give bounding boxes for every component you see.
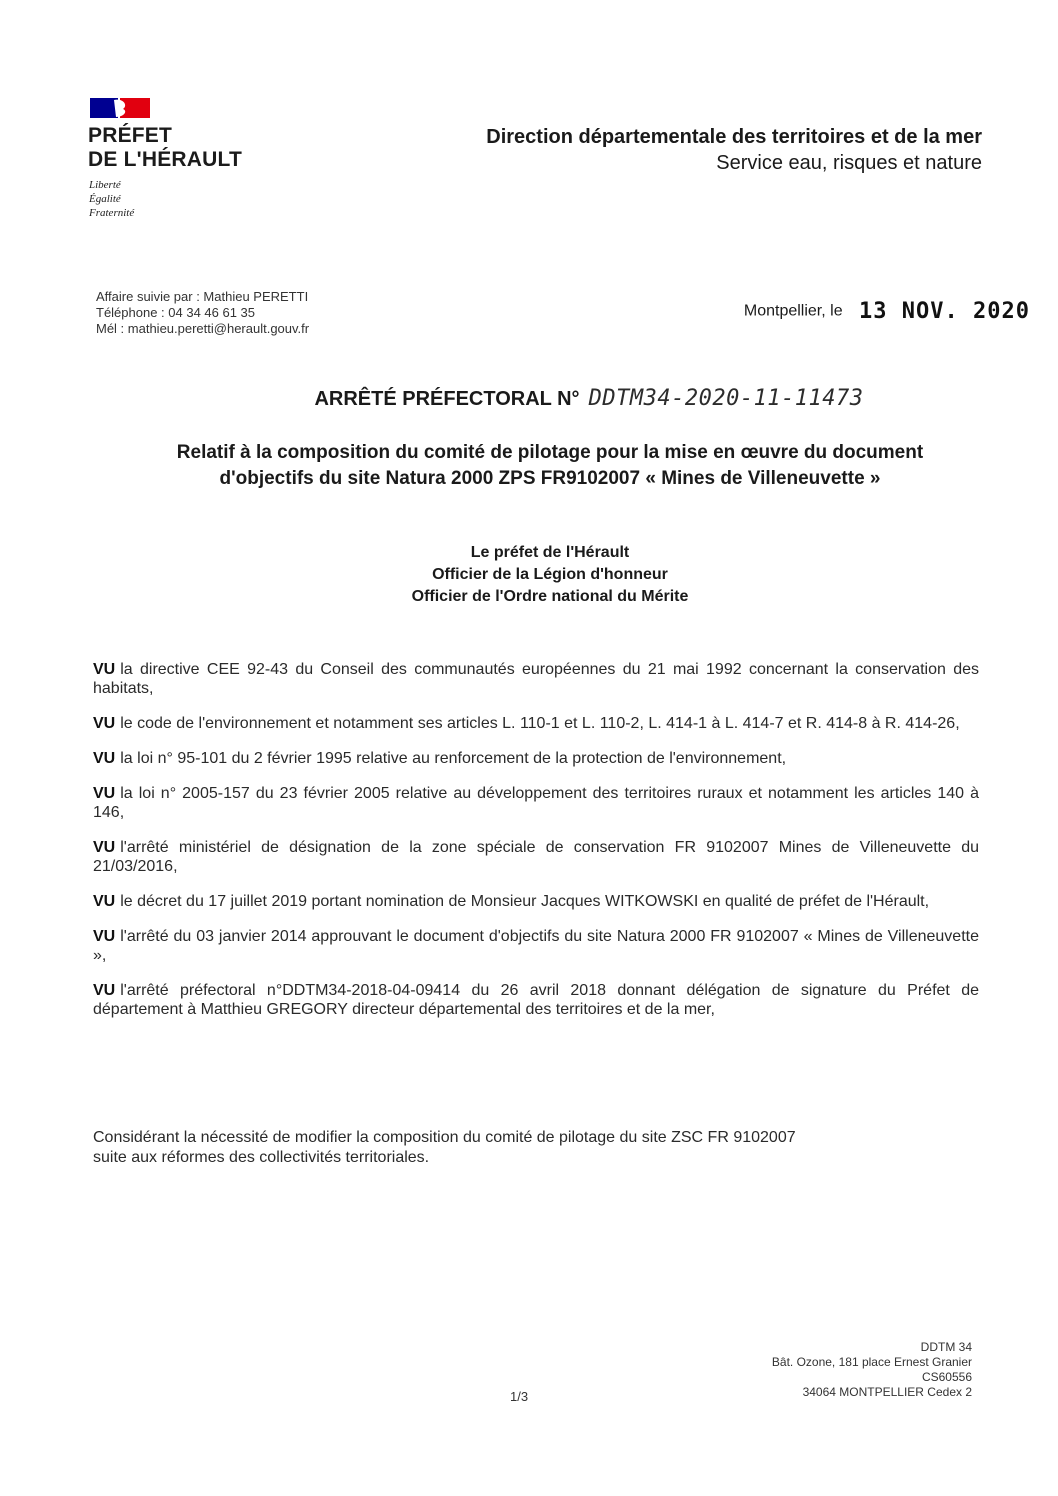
- contact-phone: Téléphone : 04 34 46 61 35: [96, 305, 256, 320]
- legal-references: [93, 660, 979, 1035]
- considering-paragraph: [93, 1128, 979, 1168]
- vu-item: [93, 660, 979, 698]
- considering-line-1: Considérant la nécessité de modifier la composition du comité de pilotage du site ZSC FR 9102007: [93, 1129, 796, 1146]
- considering-line-2: suite aux réformes des collectivités territoriales.: [93, 1149, 430, 1166]
- prefecture-name-line-1: PRÉFET: [88, 124, 173, 147]
- address-line-1: DDTM 34: [920, 1340, 972, 1354]
- address-line-3: CS60556: [921, 1370, 972, 1384]
- subject-line-1: Relatif à la composition du comité de pilotage pour la mise en œuvre du document: [176, 442, 924, 463]
- vu-item: [93, 784, 979, 822]
- motto-egalite: Égalité: [89, 193, 121, 205]
- motto-fraternite: Fraternité: [89, 207, 135, 219]
- vu-keyword: VU: [93, 750, 116, 767]
- marianne-logo-icon: [90, 96, 150, 118]
- arrete-label: ARRÊTÉ PRÉFECTORAL N°: [314, 388, 580, 410]
- vu-item: [93, 927, 979, 965]
- vu-text: la loi n° 2005-157 du 23 février 2005 relative au développement des territoires ruraux et notamment les articles 140 à 146,: [93, 785, 979, 821]
- vu-keyword: VU: [93, 785, 116, 802]
- vu-keyword: VU: [93, 982, 116, 999]
- prefect-title-1: Le préfet de l'Hérault: [470, 544, 630, 561]
- vu-keyword: VU: [93, 661, 116, 678]
- arrete-heading: [0, 386, 1058, 411]
- place-label: Montpellier, le: [743, 302, 843, 320]
- vu-text: l'arrêté préfectoral n°DDTM34-2018-04-09414 du 26 avril 2018 donnant délégation de signature du Préfet de département à Matthieu GREGORY directeur départemental des territoires et de la mer,: [93, 982, 979, 1018]
- prefecture-name: [88, 124, 242, 172]
- place-date: [744, 299, 1030, 324]
- vu-text: le code de l'environnement et notamment ses articles L. 110-1 et L. 110-2, L. 414-1 à L. 414-7 et R. 414-8 à R. 414-26,: [120, 715, 960, 732]
- vu-keyword: VU: [93, 839, 116, 856]
- motto-liberte: Liberté: [89, 179, 121, 191]
- arrete-number: DDTM34-2020-11-11473: [588, 386, 864, 411]
- footer-address: [772, 1340, 972, 1400]
- page-number: 1/3: [510, 1389, 529, 1404]
- prefecture-name-line-2: DE L'HÉRAULT: [88, 148, 242, 171]
- contact-email: Mél : mathieu.peretti@herault.gouv.fr: [96, 321, 310, 336]
- republic-motto: [89, 178, 134, 220]
- issuing-direction: [486, 124, 982, 176]
- vu-keyword: VU: [93, 928, 116, 945]
- vu-text: la directive CEE 92-43 du Conseil des communautés européennes du 21 mai 1992 concernant la conservation des habitats,: [93, 661, 979, 697]
- contact-followed-by: Affaire suivie par : Mathieu PERETTI: [96, 289, 309, 304]
- vu-keyword: VU: [93, 893, 116, 910]
- vu-keyword: VU: [93, 715, 116, 732]
- arrete-subject: [100, 440, 1000, 492]
- contact-block: [96, 289, 309, 337]
- prefect-title-3: Officier de l'Ordre national du Mérite: [411, 588, 689, 605]
- prefect-title-2: Officier de la Légion d'honneur: [432, 566, 668, 583]
- direction-name: Direction départementale des territoires et de la mer: [486, 126, 982, 148]
- vu-item: [93, 714, 979, 733]
- vu-text: la loi n° 95-101 du 2 février 1995 relative au renforcement de la protection de l'environnement,: [120, 750, 787, 767]
- vu-item: [93, 838, 979, 876]
- prefect-titles: [200, 542, 900, 608]
- date-stamp: 13 NOV. 2020: [859, 299, 1030, 324]
- vu-text: le décret du 17 juillet 2019 portant nomination de Monsieur Jacques WITKOWSKI en qualité de préfet de l'Hérault,: [120, 893, 930, 910]
- vu-text: l'arrêté ministériel de désignation de la zone spéciale de conservation FR 9102007 Mines de Villeneuvette du 21/03/2016,: [93, 839, 979, 875]
- address-line-2: Bât. Ozone, 181 place Ernest Granier: [771, 1355, 972, 1369]
- subject-line-2: d'objectifs du site Natura 2000 ZPS FR9102007 « Mines de Villeneuvette »: [219, 468, 881, 489]
- vu-item: [93, 749, 979, 768]
- vu-item: [93, 892, 979, 911]
- service-name: Service eau, risques et nature: [716, 152, 982, 174]
- vu-item: [93, 981, 979, 1019]
- address-line-4: 34064 MONTPELLIER Cedex 2: [802, 1385, 972, 1399]
- vu-text: l'arrêté du 03 janvier 2014 approuvant le document d'objectifs du site Natura 2000 FR 9102007 « Mines de Villeneuvette »,: [93, 928, 979, 964]
